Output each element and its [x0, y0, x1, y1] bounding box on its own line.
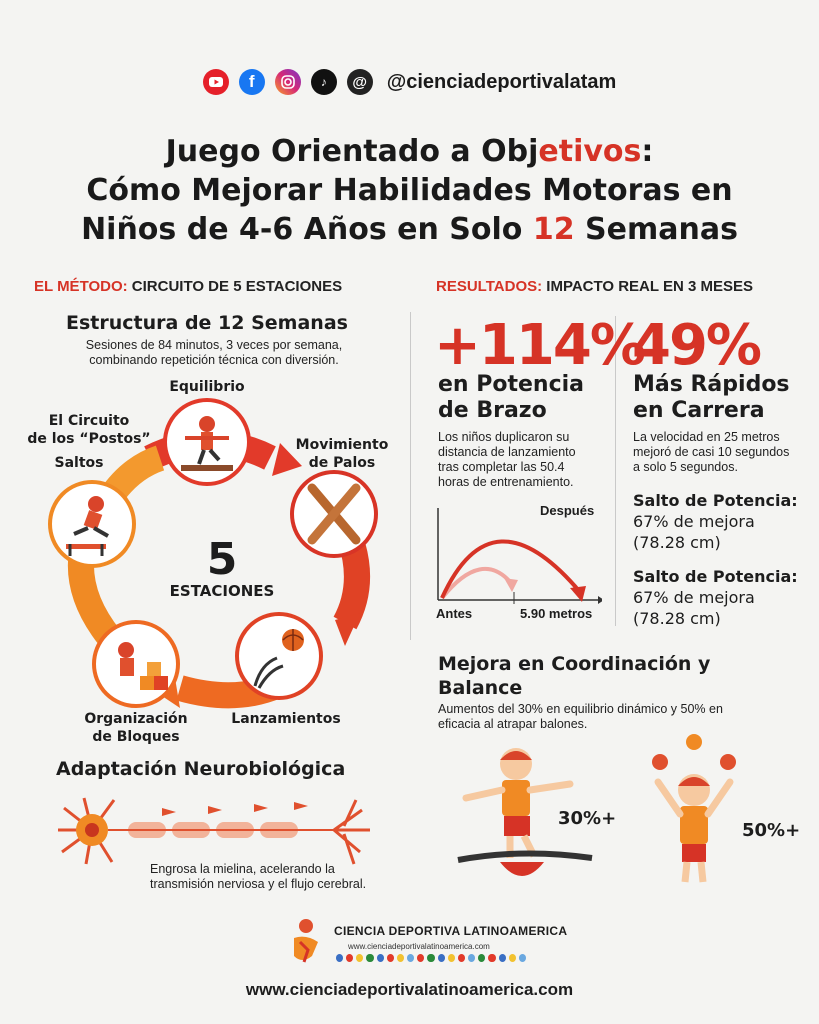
facebook-icon[interactable]: f — [239, 69, 265, 95]
station-saltos — [48, 480, 136, 568]
balance-percentage: 30%+ — [558, 808, 617, 829]
page-title: Juego Orientado a Objetivos: Cómo Mejorar Habilidades Motoras en Niños de 4-6 Años en Solo 12 Semanas — [81, 134, 738, 247]
speed-description: La velocidad en 25 metros mejoró de casi 10 segundos a solo 5 segundos. — [633, 430, 790, 474]
brand-logo — [286, 916, 326, 966]
threads-icon[interactable]: @ — [347, 69, 373, 95]
method-section-header: EL MÉTODO: CIRCUITO DE 5 ESTACIONES — [34, 278, 343, 295]
coordination-title: Mejora en Coordinación y Balance — [438, 653, 711, 699]
throw-distance-chart — [432, 508, 602, 608]
circuit-label: El Circuito de los “Postos” — [27, 413, 151, 447]
juggling-child-illustration — [640, 730, 750, 890]
station-palos — [290, 470, 378, 558]
arm-power-stat: +114% — [434, 313, 644, 378]
label-palos: Movimiento de Palos — [295, 437, 389, 471]
building-blocks-icon — [96, 624, 176, 704]
hurdle-jump-icon — [52, 484, 132, 564]
station-equilibrio — [163, 398, 251, 486]
before-arc — [442, 569, 512, 598]
station-lanzamientos — [235, 612, 323, 700]
brand-url[interactable]: www.cienciadeportivalatinoamerica.com — [348, 942, 490, 951]
chart-before-label: Antes — [436, 606, 473, 621]
brand-name: CIENCIA DEPORTIVA LATINOAMERICA — [334, 924, 568, 938]
stations-label: ESTACIONES — [169, 582, 275, 600]
arm-power-description: Los niños duplicaron su distancia de lanzamiento tras completar las 50.4 horas de entrenamiento. — [438, 430, 576, 489]
label-bloques: Organización de Bloques — [84, 711, 188, 745]
brand-logo-icon — [286, 916, 326, 966]
youtube-icon[interactable] — [203, 69, 229, 95]
flags-row — [336, 954, 526, 962]
ball-throw-icon — [239, 616, 319, 696]
stations-count: 5 — [206, 534, 238, 585]
station-bloques — [92, 620, 180, 708]
structure-title: Estructura de 12 Semanas — [66, 312, 348, 334]
instagram-icon[interactable] — [275, 69, 301, 95]
catch-percentage: 50%+ — [742, 820, 801, 841]
jump-stat-1: Salto de Potencia: 67% de mejora (78.28 cm) — [633, 491, 798, 552]
social-handle[interactable]: @cienciadeportivalatam — [386, 70, 617, 93]
crossed-sticks-icon — [294, 474, 374, 554]
label-saltos: Saltos — [54, 455, 104, 471]
neuron-illustration — [44, 790, 384, 870]
neuro-title: Adaptación Neurobiológica — [56, 758, 346, 780]
social-bar — [0, 64, 819, 100]
coordination-description: Aumentos del 30% en equilibrio dinámico y 50% en eficacia al atrapar balones. — [438, 702, 723, 731]
label-lanzamientos: Lanzamientos — [231, 711, 341, 727]
column-divider — [410, 312, 411, 640]
arm-power-label: en Potencia de Brazo — [438, 372, 585, 423]
chart-distance-label: 5.90 metros — [520, 606, 593, 621]
speed-stat: 49% — [632, 313, 761, 378]
label-equilibrio: Equilibrio — [169, 379, 245, 395]
footer-url[interactable]: www.cienciadeportivalatinoamerica.com — [245, 980, 574, 999]
neuro-description: Engrosa la mielina, acelerando la transmisión nerviosa y el flujo cerebral. — [150, 862, 367, 891]
jump-stat-2: Salto de Potencia: 67% de mejora (78.28 cm) — [633, 567, 798, 628]
speed-label: Más Rápidos en Carrera — [633, 372, 790, 423]
results-section-header: RESULTADOS: IMPACTO REAL EN 3 MESES — [436, 278, 753, 295]
tiktok-icon[interactable]: ♪ — [311, 69, 337, 95]
structure-description: Sesiones de 84 minutos, 3 veces por semana, combinando repetición técnica con diversión. — [85, 338, 343, 367]
balance-beam-icon — [167, 402, 247, 482]
chart-after-label: Después — [540, 503, 595, 518]
